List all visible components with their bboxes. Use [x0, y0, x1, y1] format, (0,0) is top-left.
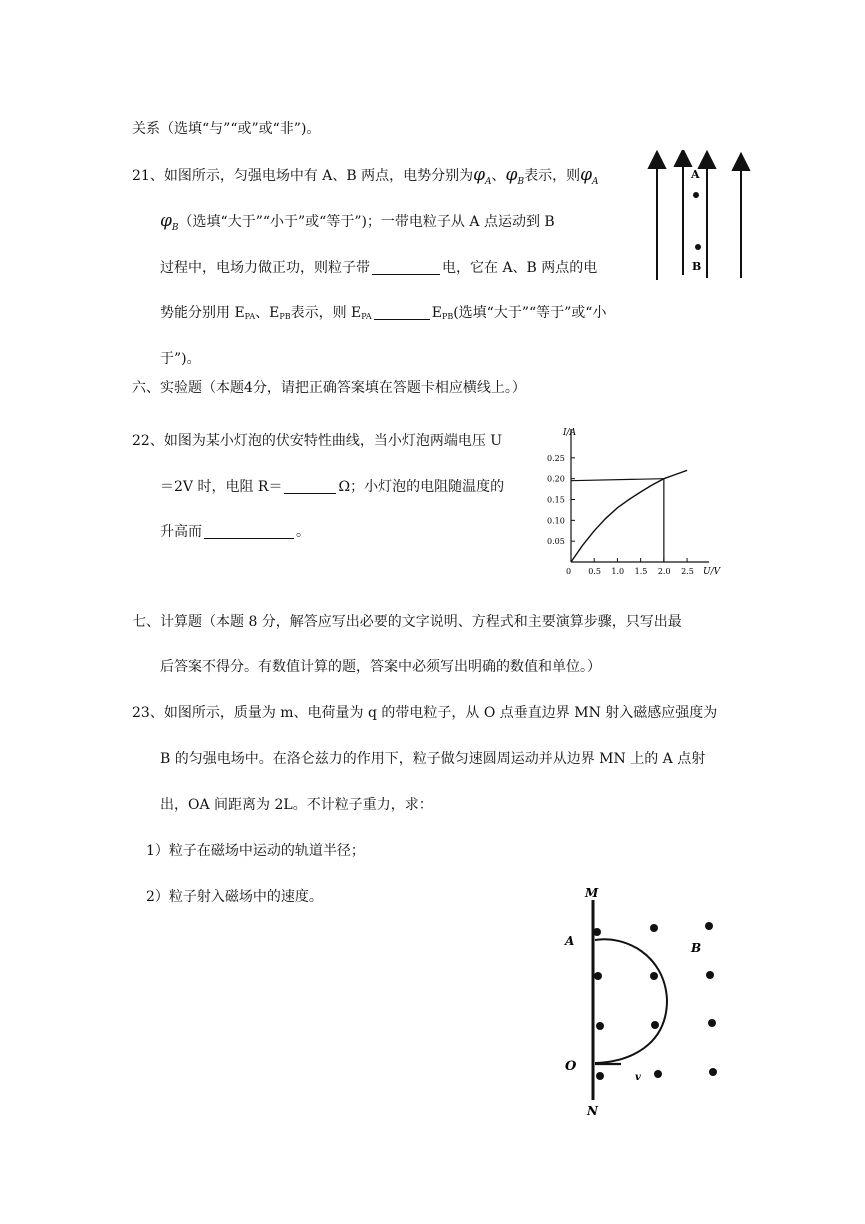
arrow-head	[649, 152, 665, 168]
q22-line2	[160, 477, 504, 497]
x-tick-label: 1.0	[611, 567, 625, 576]
x-tick-label: 2.0	[657, 567, 671, 576]
point-a-label: A	[691, 168, 700, 181]
question-number: 21、	[132, 168, 164, 184]
x-tick-label: 1.5	[634, 567, 648, 576]
text: 如图所示，匀强电场中有 A、B 两点，电势分别为	[163, 168, 474, 184]
answer-blank[interactable]	[374, 305, 430, 320]
q23-line2: B 的匀强电场中。在洛仑兹力的作用下，粒子做匀速圆周运动并从边界 MN 上的 A 点射	[160, 751, 706, 767]
text: (选填“大于”“等于”或“小	[453, 305, 607, 321]
phi-symbol: φ	[160, 211, 172, 231]
label-b: B	[691, 941, 702, 955]
arrow-head	[675, 150, 691, 166]
x-axis-label: U/V	[703, 567, 721, 577]
q20-tail: 关系（选填“与”“或”或“非”)。	[132, 121, 321, 137]
text: ＝2V 时，电阻 R＝	[160, 479, 283, 495]
x-tick-label: 0	[566, 567, 572, 576]
q21-line3	[160, 258, 597, 278]
phi-symbol: φ	[580, 165, 592, 185]
text: 电，它在 A、B 两点的电	[442, 260, 598, 276]
field-dot	[651, 1021, 659, 1029]
x-tick-label: 0.5	[588, 567, 601, 576]
subscript-b: B	[171, 223, 179, 233]
subscript-b: B	[517, 177, 525, 187]
y-tick-label: 0.05	[547, 537, 565, 547]
label-n: N	[587, 1104, 598, 1118]
arrow-head	[699, 152, 715, 168]
text: 、	[491, 168, 506, 184]
subscript-pa: PA	[361, 312, 372, 321]
field-dot	[650, 924, 658, 932]
electric-field-figure	[645, 150, 755, 285]
phi-symbol: φ	[473, 165, 486, 185]
text: 表示，则 E	[290, 305, 362, 321]
subscript-pb: PB	[441, 312, 454, 321]
q23-line3: 出，OA 间距离为 2L。不计粒子重力，求：	[160, 797, 433, 813]
text: 。	[296, 524, 310, 540]
subscript-pa: PA	[244, 312, 256, 321]
text: 表示，则	[524, 168, 581, 184]
answer-blank[interactable]	[204, 524, 294, 539]
section-7-line2: 后答案不得分。有数值计算的题，答案中必须写出明确的数值和单位。）	[160, 659, 601, 675]
field-dot	[705, 922, 713, 930]
guide-line-horizontal	[571, 479, 664, 481]
field-dot	[654, 1070, 662, 1078]
arrow-head	[733, 154, 749, 170]
magnetic-field-figure	[555, 880, 735, 1120]
answer-blank[interactable]	[284, 479, 336, 494]
text: 、E	[255, 305, 280, 321]
y-tick-label: 0.20	[547, 474, 565, 484]
answer-blank[interactable]	[372, 260, 440, 275]
phi-symbol: φ	[505, 165, 518, 185]
text: 势能分别用 E	[160, 305, 245, 321]
q22-line1: 22、如图为某小灯泡的伏安特性曲线，当小灯泡两端电压 U	[132, 433, 503, 449]
x-tick-label: 2.5	[681, 567, 694, 576]
text: 过程中，电场力做正功，则粒子带	[160, 260, 370, 276]
y-tick-label: 0.15	[547, 495, 565, 505]
section-6-heading: 六、实验题（本题4分，请把正确答案填在答题卡相应横线上。）	[132, 380, 526, 396]
label-m: M	[585, 886, 599, 900]
text: 升高而	[160, 524, 202, 540]
field-dot	[650, 972, 658, 980]
q21-line2	[160, 211, 555, 238]
q21-line1	[132, 165, 598, 192]
field-dot	[708, 1019, 716, 1027]
text: E	[431, 305, 442, 321]
text: Ω；小灯泡的电阻随温度的	[338, 479, 505, 495]
field-dot	[594, 972, 602, 980]
y-tick-label: 0.10	[547, 516, 565, 526]
y-tick-label: 0.25	[547, 453, 565, 463]
q21-line5: 于”)。	[160, 351, 201, 367]
q21-line4	[160, 303, 606, 327]
point-b	[695, 244, 701, 250]
iv-curve	[571, 470, 687, 562]
subscript-a: A	[485, 177, 492, 187]
subscript-a: A	[591, 177, 599, 187]
text: （选填“大于”“小于”或“等于”)；一带电粒子从 A 点运动到 B	[178, 214, 555, 230]
label-o: O	[565, 1059, 577, 1074]
q23-line1: 23、如图所示，质量为 m、电荷量为 q 的带电粒子，从 O 点垂直边界 MN 射入磁感应强度为	[132, 705, 718, 721]
point-b-label: B	[692, 260, 702, 273]
q23-subquestion-1: 1）粒子在磁场中运动的轨道半径；	[146, 843, 365, 859]
field-dot	[706, 971, 714, 979]
subscript-pb: PB	[279, 312, 291, 321]
field-dot	[593, 928, 601, 936]
field-dot	[596, 1072, 604, 1080]
label-a: A	[565, 934, 575, 948]
y-axis-label: I/A	[563, 428, 577, 438]
q23-subquestion-2: 2）粒子射入磁场中的速度。	[146, 889, 323, 905]
section-7-line1: 七、计算题（本题 8 分，解答应写出必要的文字说明、方程式和主要演算步骤，只写出最	[132, 614, 682, 630]
trajectory-arc	[595, 939, 667, 1063]
field-dot	[709, 1068, 717, 1076]
field-dot	[596, 1022, 604, 1030]
point-a	[693, 192, 699, 198]
iv-characteristic-chart	[545, 422, 725, 577]
q22-line3	[160, 522, 310, 542]
label-v: v	[635, 1072, 641, 1083]
